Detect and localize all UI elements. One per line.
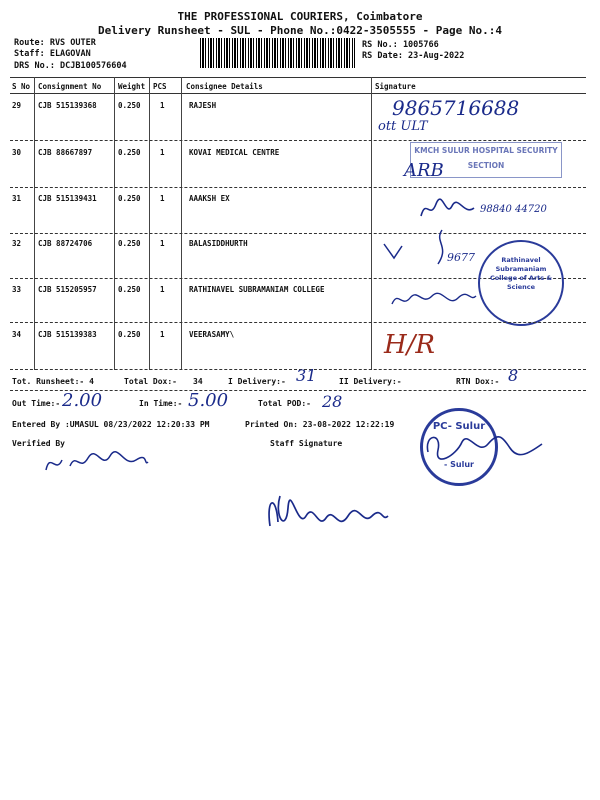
row-consignment: CJB 515139368 [38,101,97,110]
rs-number: RS No.: 1005766 [362,40,439,50]
kmch-stamp: KMCH SULUR HOSPITAL SECURITY SECTION [410,142,562,178]
row-sno: 31 [12,194,22,203]
row-separator [10,233,586,234]
drs-number: DRS No.: DCJB100576604 [14,61,127,71]
handwritten-number: 9677 [447,251,475,264]
row-weight: 0.250 [118,239,141,248]
total-pod-value: 28 [322,392,343,411]
pc-sulur-bottom-text: - Sulur [444,460,474,469]
col-divider [181,77,182,370]
row-consignment: CJB 88724706 [38,239,93,248]
row-separator [10,140,586,141]
pc-sulur-top-text: PC- Sulur [432,421,486,432]
route-label: Route: RVS OUTER [14,38,96,48]
staff-label: Staff: ELAGOVAN [14,49,91,59]
signature-scribble [380,236,430,262]
staff-signature [262,486,392,538]
row-weight: 0.250 [118,285,141,294]
company-title: THE PROFESSIONAL COURIERS, Coimbatore [177,10,423,23]
tot-runsheet: Tot. Runsheet:- 4 [12,377,94,386]
row-separator [10,322,586,323]
row-consignee: AAAKSH EX [189,194,230,203]
staff-signature-label: Staff Signature [270,439,343,448]
row-sno: 30 [12,148,22,157]
col-pcs: PCS [153,82,167,91]
table-header-rule [10,93,586,94]
handwritten-number: 98840 44720 [480,204,547,215]
total-pod-label: Total POD:- [258,399,311,408]
row-weight: 0.250 [118,330,141,339]
ii-delivery-label: II Delivery:- [339,377,402,386]
row-consignment: CJB 515205957 [38,285,97,294]
row-pcs: 1 [160,285,165,294]
col-sno: S No [12,82,31,91]
college-stamp [478,240,564,326]
stamp-signature [418,426,548,466]
row-consignment: CJB 88667897 [38,148,93,157]
row-consignee: RAJESH [189,101,217,110]
signature-scribble [388,286,478,312]
row-sno: 34 [12,330,22,339]
row-pcs: 1 [160,330,165,339]
row-sno: 33 [12,285,22,294]
row-consignment: CJB 515139383 [38,330,97,339]
rtn-dox-value: 8 [508,366,519,385]
handwritten-note: ott ULT [378,119,428,134]
verified-by-signature [40,446,150,480]
signature-scribble [418,196,478,222]
printed-on: Printed On: 23-08-2022 12:22:19 [245,420,395,429]
row-consignee: KOVAI MEDICAL CENTRE [189,148,280,157]
row-pcs: 1 [160,101,165,110]
col-consignment: Consignment No [38,82,102,91]
row-pcs: 1 [160,239,165,248]
row-consignee: RATHINAVEL SUBRAMANIAM COLLEGE [189,285,325,294]
handwritten-phone: 9865716688 [392,96,520,120]
col-weight: Weight [118,82,146,91]
col-divider [114,77,115,370]
row-sno: 32 [12,239,22,248]
col-divider [34,77,35,370]
runsheet-subtitle: Delivery Runsheet - SUL - Phone No.:0422-3505555 - Page No.:4 [98,24,502,37]
verified-by-label: Verified By [12,439,65,448]
entered-by: Entered By :UMASUL 08/23/2022 12:20:33 PM [12,420,210,429]
row-sno: 29 [12,101,22,110]
row-weight: 0.250 [118,194,141,203]
i-delivery-label: I Delivery:- [228,377,286,386]
row-weight: 0.250 [118,101,141,110]
total-dox-value: 34 [193,377,203,386]
col-divider [371,77,372,370]
row-consignee: VEERASAMY\ [189,330,235,339]
row-consignee: BALASIDDHURTH [189,239,248,248]
row-weight: 0.250 [118,148,141,157]
rs-date: RS Date: 23-Aug-2022 [362,51,465,61]
out-time-value: 2.00 [62,390,103,411]
in-time-value: 5.00 [188,390,229,411]
row-pcs: 1 [160,148,165,157]
barcode [200,38,355,68]
out-time-label: Out Time:- [12,399,61,408]
total-dox-label: Total Dox:- [124,377,177,386]
col-consignee: Consignee Details [186,82,263,91]
college-stamp-text: Rathinavel Subramaniam College of Arts & Science [489,256,553,291]
col-divider [149,77,150,370]
handwritten-mark: ARB [404,160,444,181]
col-signature: Signature [375,82,416,91]
in-time-label: In Time:- [139,399,183,408]
row-consignment: CJB 515139431 [38,194,97,203]
row-pcs: 1 [160,194,165,203]
i-delivery-value: 31 [296,366,317,385]
row-separator [10,187,586,188]
rtn-dox-label: RTN Dox:- [456,377,500,386]
table-top-rule [10,77,586,78]
handwritten-hr: H/R [384,330,436,360]
